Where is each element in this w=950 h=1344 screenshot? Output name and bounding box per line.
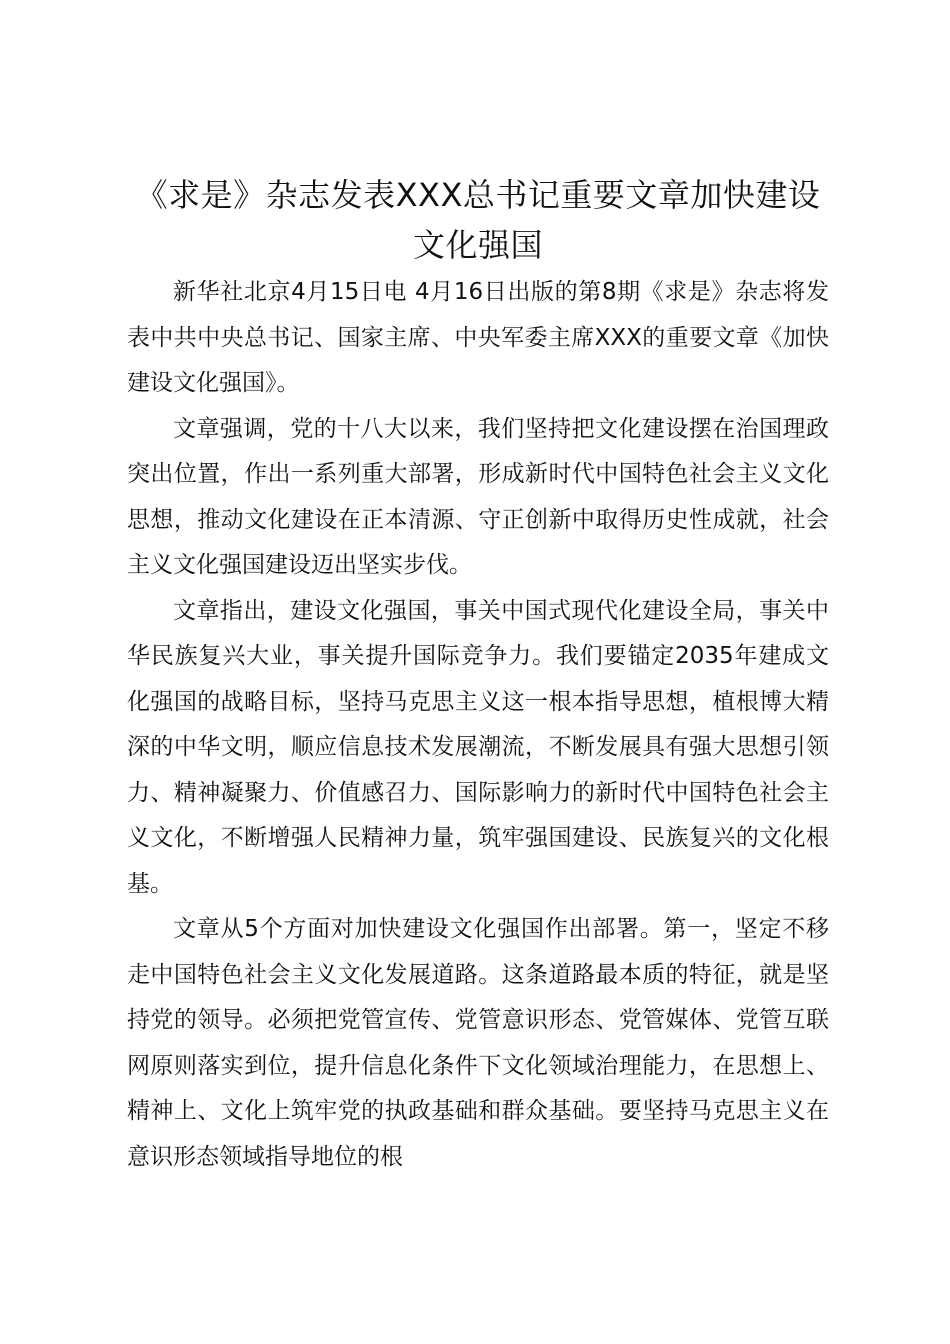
paragraph-1: 新华社北京4月15日电 4月16日出版的第8期《求是》杂志将发表中共中央总书记、国家主席、中央军委主席XXX的重要文章《加快建设文化强国》。: [127, 279, 829, 396]
document-title: 《求是》杂志发表XXX总书记重要文章加快建设文化强国: [135, 176, 821, 264]
paragraph-3: 文章指出，建设文化强国，事关中国式现代化建设全局，事关中华民族复兴大业，事关提升国际竞争力。我们要锚定2035年建成文化强国的战略目标，坚持马克思主义这一根本指导思想，植根博大精深的中华文明，顺应信息技术发展潮流，不断发展具有强大思想引领力、精神凝聚力、价值感召力、国际影响力的新时代中国特色社会主义文化，不断增强人民精神力量，筑牢强国建设、民族复兴的文化根基。: [127, 597, 829, 897]
paragraph-4: 文章从5个方面对加快建设文化强国作出部署。第一，坚定不移走中国特色社会主义文化发展道路。这条道路最本质的特征，就是坚持党的领导。必须把党管宣传、党管意识形态、党管媒体、党管互联网原则落实到位，提升信息化条件下文化领域治理能力，在思想上、精神上、文化上筑牢党的执政基础和群众基础。要坚持马克思主义在意识形态领域指导地位的根: [127, 916, 829, 1170]
paragraph-2: 文章强调，党的十八大以来，我们坚持把文化建设摆在治国理政突出位置，作出一系列重大部署，形成新时代中国特色社会主义文化思想，推动文化建设在正本清源、守正创新中取得历史性成就，社会主义文化强国建设迈出坚实步伐。: [127, 415, 829, 578]
document-page: [127, 170, 829, 1180]
